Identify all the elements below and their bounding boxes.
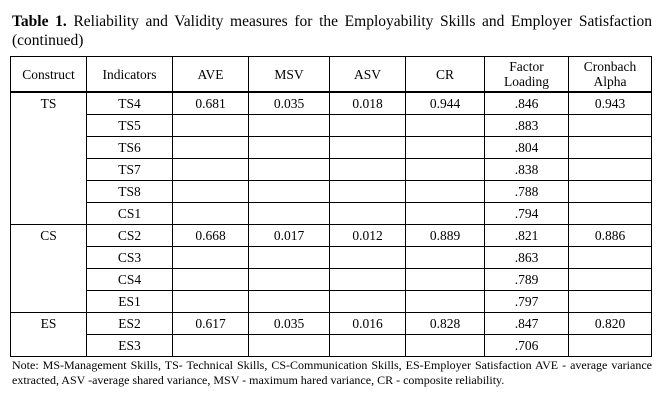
msv-cell [249,335,330,357]
cronbach-alpha-cell [569,159,652,181]
cr-cell: 0.944 [406,92,485,115]
col-header-indicators: Indicators [87,57,173,93]
factor-loading-cell: .804 [485,137,569,159]
factor-loading-cell: .788 [485,181,569,203]
msv-cell [249,291,330,313]
cronbach-alpha-cell [569,247,652,269]
caption-text: Reliability and Validity measures for the Employability Skills and Employer Satisfaction (continued) [12,13,653,49]
factor-loading-cell: .789 [485,269,569,291]
indicator-cell: TS7 [87,159,173,181]
construct-cell [11,269,87,291]
construct-cell [11,137,87,159]
col-header-cronbach-alpha: Cronbach Alpha [569,57,652,93]
indicator-cell: ES2 [87,313,173,335]
cronbach-alpha-cell [569,181,652,203]
cr-cell [406,159,485,181]
cronbach-alpha-cell [569,203,652,225]
construct-cell [11,181,87,203]
table-row [11,313,652,335]
ave-cell [173,203,249,225]
construct-cell [11,291,87,313]
table-row [11,335,652,357]
cr-cell: 0.828 [406,313,485,335]
cr-cell: 0.889 [406,225,485,247]
cronbach-alpha-cell: 0.886 [569,225,652,247]
table-row [11,269,652,291]
construct-cell [11,247,87,269]
col-header-construct: Construct [11,57,87,93]
asv-cell [330,291,406,313]
asv-cell [330,159,406,181]
indicator-cell: CS2 [87,225,173,247]
asv-cell [330,115,406,137]
indicator-cell: CS1 [87,203,173,225]
factor-loading-cell: .838 [485,159,569,181]
table-note: Note: MS-Management Skills, TS- Technical Skills, CS-Communication Skills, ES-Employer Satisfaction AVE - average variance extracted, ASV -average shared variance, MSV - maximum hared variance, CR - composite reliability. [12,358,652,387]
asv-cell [330,269,406,291]
header-row [11,57,652,93]
factor-loading-cell: .794 [485,203,569,225]
asv-cell [330,181,406,203]
indicator-cell: TS5 [87,115,173,137]
asv-cell [330,247,406,269]
cr-cell [406,335,485,357]
asv-cell: 0.012 [330,225,406,247]
cronbach-alpha-cell [569,137,652,159]
factor-loading-cell: .883 [485,115,569,137]
factor-loading-cell: .821 [485,225,569,247]
msv-cell [249,159,330,181]
msv-cell [249,181,330,203]
msv-cell [249,203,330,225]
ave-cell [173,291,249,313]
msv-cell: 0.017 [249,225,330,247]
table-row [11,137,652,159]
col-header-asv: ASV [330,57,406,93]
cronbach-alpha-cell [569,115,652,137]
cr-cell [406,137,485,159]
cronbach-alpha-cell [569,335,652,357]
cr-cell [406,181,485,203]
asv-cell [330,335,406,357]
construct-cell: CS [11,225,87,247]
reliability-table [10,56,652,357]
cr-cell [406,269,485,291]
msv-cell: 0.035 [249,92,330,115]
cronbach-alpha-cell: 0.943 [569,92,652,115]
construct-cell [11,335,87,357]
msv-cell: 0.035 [249,313,330,335]
cr-cell [406,291,485,313]
cronbach-alpha-cell [569,269,652,291]
msv-cell [249,269,330,291]
factor-loading-cell: .863 [485,247,569,269]
col-header-msv: MSV [249,57,330,93]
ave-cell [173,269,249,291]
construct-cell [11,115,87,137]
cr-cell [406,203,485,225]
caption-label: Table 1. [12,13,67,30]
msv-cell [249,137,330,159]
table-row [11,181,652,203]
ave-cell [173,159,249,181]
indicator-cell: CS4 [87,269,173,291]
asv-cell [330,137,406,159]
indicator-cell: ES3 [87,335,173,357]
msv-cell [249,247,330,269]
indicator-cell: TS8 [87,181,173,203]
indicator-cell: TS6 [87,137,173,159]
cr-cell [406,115,485,137]
col-header-cr: CR [406,57,485,93]
factor-loading-cell: .847 [485,313,569,335]
table-row [11,92,652,115]
factor-loading-cell: .846 [485,92,569,115]
asv-cell: 0.016 [330,313,406,335]
table-row [11,203,652,225]
col-header-ave: AVE [173,57,249,93]
factor-loading-cell: .706 [485,335,569,357]
ave-cell [173,247,249,269]
indicator-cell: ES1 [87,291,173,313]
construct-cell [11,203,87,225]
construct-cell: ES [11,313,87,335]
indicator-cell: CS3 [87,247,173,269]
table-row [11,225,652,247]
table-caption [12,12,652,50]
ave-cell: 0.668 [173,225,249,247]
cr-cell [406,247,485,269]
indicator-cell: TS4 [87,92,173,115]
asv-cell [330,203,406,225]
table-row [11,247,652,269]
col-header-factor-loading: Factor Loading [485,57,569,93]
table-row [11,159,652,181]
construct-cell [11,159,87,181]
ave-cell [173,137,249,159]
factor-loading-cell: .797 [485,291,569,313]
table-row [11,291,652,313]
cronbach-alpha-cell: 0.820 [569,313,652,335]
msv-cell [249,115,330,137]
asv-cell: 0.018 [330,92,406,115]
cronbach-alpha-cell [569,291,652,313]
ave-cell: 0.681 [173,92,249,115]
construct-cell: TS [11,92,87,115]
ave-cell: 0.617 [173,313,249,335]
ave-cell [173,181,249,203]
ave-cell [173,335,249,357]
ave-cell [173,115,249,137]
table-row [11,115,652,137]
